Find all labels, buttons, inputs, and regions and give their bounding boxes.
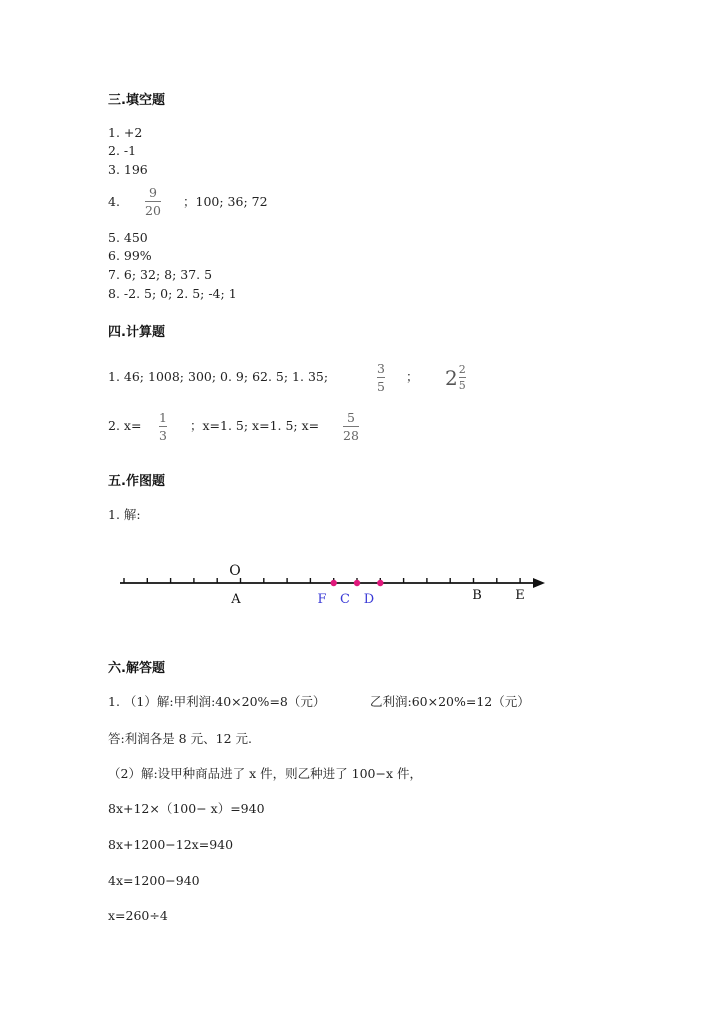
answer-line: 答:利润各是 8 元、12 元.: [108, 731, 252, 746]
answer-line: 6. 99%: [108, 248, 152, 263]
answer-line: 1. （1）解:甲利润:40×20%=8（元）: [108, 694, 326, 709]
answer-line: 5. 450: [108, 230, 148, 245]
fraction-numerator: 5: [346, 410, 355, 425]
equation-line: x=260÷4: [108, 908, 168, 923]
number-line-arrow: [533, 578, 545, 588]
answer-q4-prefix: 4.: [108, 194, 120, 209]
fraction-denominator: 5: [458, 379, 466, 392]
fraction-numerator: 2: [458, 363, 466, 376]
answer-line: 1. +2: [108, 125, 143, 140]
equation-line: 8x+1200−12x=940: [108, 837, 234, 852]
answer-line: 1. 46; 1008; 300; 0. 9; 62. 5; 1. 35;: [108, 369, 329, 384]
section-title-solve: 六.解答题: [108, 661, 165, 676]
fraction-denominator: 3: [159, 428, 167, 443]
label-C: C: [340, 592, 350, 607]
answer-line: 1. 解:: [108, 507, 141, 522]
fraction-denominator: 28: [343, 428, 359, 443]
label-A: A: [231, 592, 241, 607]
mixed-whole: 2: [445, 365, 458, 390]
fraction-numerator: 1: [159, 410, 167, 425]
answer-q2-middle: ；x=1. 5; x=1. 5; x=: [190, 418, 320, 433]
answer-line: 8. -2. 5; 0; 2. 5; -4; 1: [108, 286, 237, 301]
label-O: O: [229, 563, 241, 579]
equation-line: 8x+12×（100− x）=940: [108, 801, 265, 816]
answer-line: 乙利润:60×20%=12（元）: [370, 694, 530, 709]
answer-line: 3. 196: [108, 162, 148, 177]
label-B: B: [472, 588, 482, 603]
number-line-point: [377, 580, 383, 586]
fraction-denominator: 5: [377, 379, 385, 394]
answer-line: （2）解:设甲种商品进了 x 件，则乙种进了 100−x 件，: [108, 766, 422, 781]
answer-q4-rest: ；100; 36; 72: [183, 194, 268, 209]
answer-line: 7. 6; 32; 8; 37. 5: [108, 267, 213, 282]
section-title-fill-blank: 三.填空题: [108, 93, 165, 108]
number-line-point: [354, 580, 360, 586]
separator: ；: [406, 369, 419, 384]
label-D: D: [363, 592, 375, 607]
equation-line: 4x=1200−940: [108, 873, 200, 888]
fraction-numerator: 3: [377, 361, 385, 376]
section-title-calculation: 四.计算题: [108, 325, 165, 340]
label-E: E: [515, 588, 525, 603]
fraction-numerator: 9: [148, 185, 157, 200]
section-title-drawing: 五.作图题: [108, 474, 165, 489]
number-line-point: [331, 580, 337, 586]
label-F: F: [317, 592, 327, 607]
answer-q2-prefix: 2. x=: [108, 418, 142, 433]
answer-line: 2. -1: [108, 143, 137, 158]
fraction-denominator: 20: [145, 203, 161, 218]
